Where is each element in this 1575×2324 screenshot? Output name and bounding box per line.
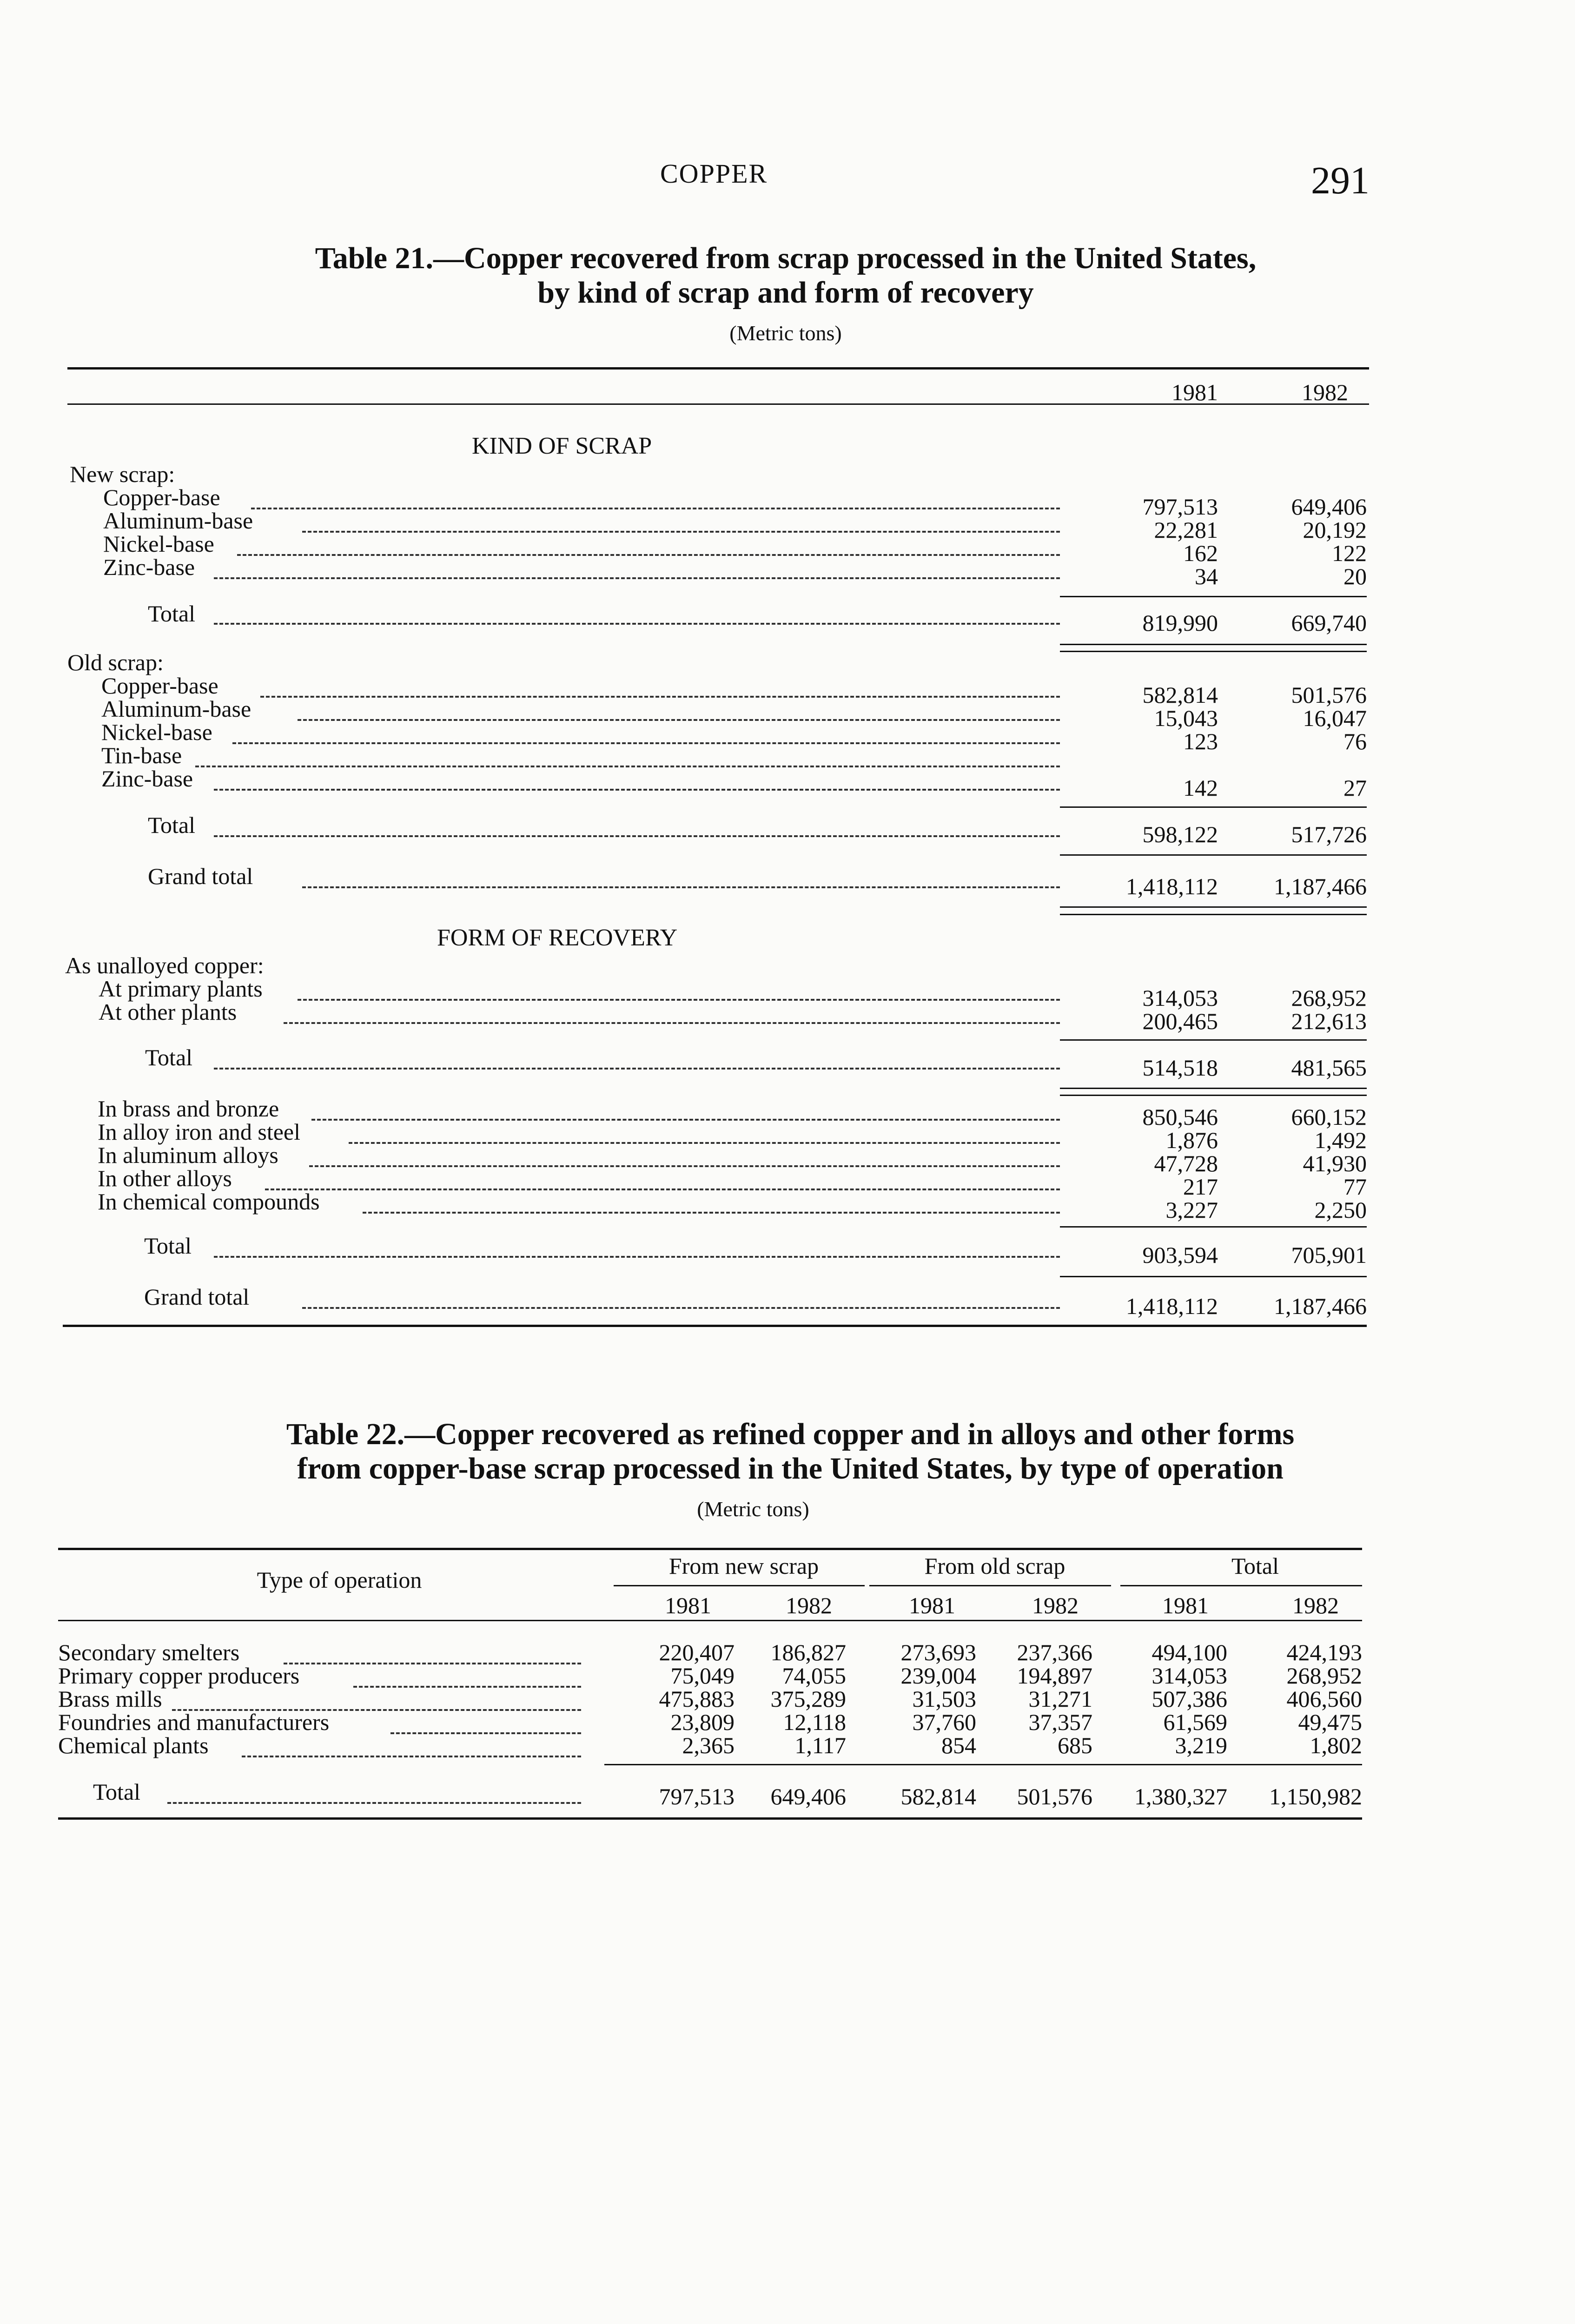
group-header: Total: [1231, 1553, 1279, 1579]
cell-value: 424,193: [1286, 1639, 1362, 1665]
alloys-grand-total-label: Grand total: [144, 1284, 250, 1310]
cell-value: 200,465: [1142, 1008, 1218, 1034]
cell-value: 1,187,466: [1274, 1293, 1367, 1319]
cell-value: 314,053: [1151, 1663, 1227, 1689]
year-header: 1981: [1162, 1592, 1209, 1618]
row-label: In brass and bronze: [98, 1096, 279, 1122]
cell-value: 16,047: [1303, 705, 1367, 731]
cell-value: 22,281: [1154, 517, 1218, 543]
old-scrap-label: Old scrap:: [67, 649, 164, 675]
cell-value: 123: [1183, 728, 1218, 754]
group-header: From new scrap: [668, 1553, 819, 1579]
table-22-title-line2: from copper-base scrap processed in the United States, by type of operation: [297, 1452, 1284, 1486]
cell-value: 669,740: [1291, 610, 1367, 636]
cell-value: 1,802: [1310, 1732, 1362, 1758]
cell-value: 194,897: [1017, 1663, 1092, 1689]
row-label: Tin-base: [101, 742, 182, 768]
cell-value: 1,187,466: [1274, 873, 1367, 899]
row-label: Zinc-base: [101, 766, 193, 792]
cell-value: 494,100: [1151, 1639, 1227, 1665]
row-label: In other alloys: [98, 1165, 232, 1191]
cell-value: 514,518: [1142, 1055, 1218, 1081]
row-label: Zinc-base: [103, 554, 195, 580]
cell-value: 660,152: [1291, 1104, 1367, 1130]
row-label: In chemical compounds: [98, 1188, 320, 1215]
cell-value: 1,150,982: [1269, 1783, 1362, 1809]
cell-value: 507,386: [1151, 1686, 1227, 1712]
cell-value: 475,883: [659, 1686, 735, 1712]
new-scrap-total-label: Total: [148, 601, 196, 627]
page-number: 291: [1311, 159, 1370, 202]
unalloyed-label: As unalloyed copper:: [65, 952, 264, 978]
year-header: 1981: [665, 1592, 711, 1618]
cell-value: 27: [1343, 775, 1367, 801]
cell-value: 598,122: [1142, 821, 1218, 847]
cell-value: 237,366: [1017, 1639, 1092, 1665]
row-label: In aluminum alloys: [98, 1142, 278, 1168]
col-1981: 1981: [1171, 379, 1218, 405]
cell-value: 23,809: [670, 1709, 735, 1735]
cell-value: 1,380,327: [1134, 1783, 1227, 1809]
cell-value: 47,728: [1154, 1150, 1218, 1176]
table-row: Brass mills: [58, 1686, 162, 1712]
kind-of-scrap-heading: KIND OF SCRAP: [472, 433, 652, 459]
cell-value: 37,357: [1028, 1709, 1092, 1735]
row-label: In alloy iron and steel: [98, 1119, 300, 1145]
cell-value: 37,760: [912, 1709, 976, 1735]
running-header: COPPER: [660, 158, 768, 189]
cell-value: 31,503: [912, 1686, 976, 1712]
cell-value: 819,990: [1142, 610, 1218, 636]
cell-value: 1,117: [794, 1732, 846, 1758]
type-of-operation-header: Type of operation: [257, 1567, 422, 1593]
cell-value: 75,049: [670, 1663, 735, 1689]
cell-value: 61,569: [1163, 1709, 1227, 1735]
cell-value: 517,726: [1291, 821, 1367, 847]
cell-value: 797,513: [659, 1783, 735, 1809]
cell-value: 239,004: [900, 1663, 976, 1689]
cell-value: 273,693: [900, 1639, 976, 1665]
cell-value: 314,053: [1142, 985, 1218, 1011]
cell-value: 15,043: [1154, 705, 1218, 731]
cell-value: 74,055: [782, 1663, 846, 1689]
cell-value: 49,475: [1298, 1709, 1362, 1735]
table-21-title-line2: by kind of scrap and form of recovery: [537, 276, 1034, 310]
cell-value: 186,827: [770, 1639, 846, 1665]
cell-value: 162: [1183, 540, 1218, 566]
cell-value: 1,418,112: [1125, 1293, 1218, 1319]
cell-value: 501,576: [1291, 682, 1367, 708]
row-label: At primary plants: [99, 976, 263, 1002]
year-header: 1982: [1292, 1592, 1339, 1618]
cell-value: 1,876: [1165, 1127, 1218, 1153]
row-label: Copper-base: [101, 673, 218, 699]
cell-value: 77: [1343, 1174, 1367, 1200]
row-label: Aluminum-base: [101, 696, 251, 722]
cell-value: 20,192: [1303, 517, 1367, 543]
cell-value: 76: [1343, 728, 1367, 754]
cell-value: 649,406: [770, 1783, 846, 1809]
cell-value: 3,227: [1165, 1197, 1218, 1223]
year-header: 1981: [909, 1592, 955, 1618]
cell-value: 797,513: [1142, 494, 1218, 520]
cell-value: 142: [1183, 775, 1218, 801]
table-21-top-rule: [67, 367, 1369, 370]
group-header: From old scrap: [924, 1553, 1065, 1579]
new-scrap-label: New scrap:: [70, 461, 175, 487]
cell-value: 268,952: [1286, 1663, 1362, 1689]
cell-value: 20: [1343, 563, 1367, 589]
table-row: Primary copper producers: [58, 1663, 300, 1689]
cell-value: 220,407: [659, 1639, 735, 1665]
cell-value: 212,613: [1291, 1008, 1367, 1034]
cell-value: 649,406: [1291, 494, 1367, 520]
cell-value: 217: [1183, 1174, 1218, 1200]
table-22-bottom-rule: [58, 1817, 1362, 1820]
cell-value: 501,576: [1017, 1783, 1092, 1809]
cell-value: 34: [1195, 563, 1218, 589]
cell-value: 582,814: [900, 1783, 976, 1809]
cell-value: 481,565: [1291, 1055, 1367, 1081]
cell-value: 685: [1058, 1732, 1092, 1758]
old-scrap-total-label: Total: [148, 812, 196, 838]
cell-value: 3,219: [1175, 1732, 1227, 1758]
row-label: Copper-base: [103, 484, 220, 510]
cell-value: 903,594: [1142, 1242, 1218, 1268]
row-label: Aluminum-base: [103, 508, 253, 534]
cell-value: 1,418,112: [1125, 873, 1218, 899]
table-22-title-line1: Table 22.—Copper recovered as refined copper and in alloys and other forms: [286, 1417, 1295, 1451]
year-header: 1982: [1032, 1592, 1079, 1618]
cell-value: 705,901: [1291, 1242, 1367, 1268]
table-22-total-label: Total: [93, 1779, 141, 1805]
cell-value: 41,930: [1303, 1150, 1367, 1176]
table-21-bottom-rule: [63, 1325, 1367, 1327]
table-row: Secondary smelters: [58, 1639, 240, 1665]
cell-value: 268,952: [1291, 985, 1367, 1011]
table-22-unit: (Metric tons): [697, 1497, 809, 1521]
cell-value: 375,289: [770, 1686, 846, 1712]
unalloyed-total-label: Total: [145, 1044, 193, 1070]
table-row: Chemical plants: [58, 1732, 209, 1758]
cell-value: 12,118: [783, 1709, 846, 1735]
cell-value: 406,560: [1286, 1686, 1362, 1712]
cell-value: 2,250: [1314, 1197, 1367, 1223]
cell-value: 2,365: [682, 1732, 735, 1758]
table-21-title-line1: Table 21.—Copper recovered from scrap processed in the United States,: [315, 241, 1257, 275]
cell-value: 31,271: [1028, 1686, 1092, 1712]
year-header: 1982: [786, 1592, 832, 1618]
cell-value: 582,814: [1142, 682, 1218, 708]
cell-value: 122: [1332, 540, 1367, 566]
cell-value: 850,546: [1142, 1104, 1218, 1130]
form-of-recovery-heading: FORM OF RECOVERY: [437, 924, 678, 951]
alloys-total-label: Total: [144, 1233, 192, 1259]
col-1982: 1982: [1302, 379, 1348, 405]
row-label: Nickel-base: [103, 531, 214, 557]
row-label: At other plants: [99, 999, 237, 1025]
table-21-unit: (Metric tons): [729, 321, 842, 345]
row-label: Nickel-base: [101, 719, 212, 745]
cell-value: 854: [941, 1732, 976, 1758]
table-row: Foundries and manufacturers: [58, 1709, 330, 1735]
old-scrap-grand-total-label: Grand total: [148, 863, 253, 889]
cell-value: 1,492: [1314, 1127, 1367, 1153]
